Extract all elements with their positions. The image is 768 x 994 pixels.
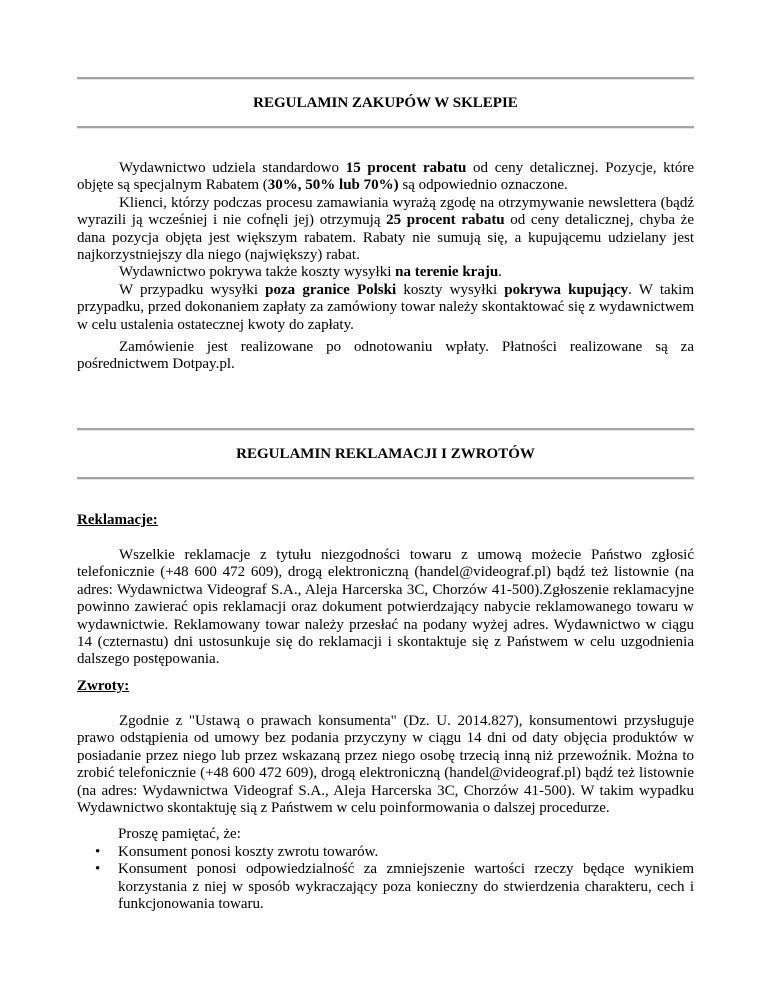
remember-label-block	[118, 826, 694, 843]
payment-paragraph-block	[77, 339, 694, 374]
foreign-shipping-paragraph: W przypadku wysyłki poza granice Polski koszty wysyłki pokrywa kupujący. W takim przypadku, przed dokonaniem zapłaty za zamówiony towar należy skontaktować się z wydawnictwem w celu ustalenia ostatecznej kwoty do zapłaty.	[77, 281, 694, 333]
returns-body	[77, 713, 694, 817]
returns-paragraph: Zgodnie z "Ustawą o prawach konsumenta" (Dz. U. 2014.827), konsumentowi przysługuje prawo odstąpienia od umowy bez podania przyczyny w ciągu 14 dni od daty objęcia produktów w posiadanie przez niego lub przez wskazaną przez niego osobę trzecią inną niż przewoźnik. Można to zrobić telefonicznie (+48 600 472 609), drogą elektroniczną (handel@videograf.pl) bądź też listownie (na adres: Wydawnictwa Videograf S.A., Aleja Harcerska 3C, Chorzów 41-500). W takim wypadku Wydawnictwo skontaktuję sią z Państwem w celu poinformowania o dalszej procedurze.	[77, 713, 694, 817]
list-item: • Konsument ponosi koszty zwrotu towarów.	[95, 844, 694, 861]
returns-heading: Zwroty:	[77, 678, 130, 694]
list-item: • Konsument ponosi odpowiedzialność za zmniejszenie wartości rzeczy będące wynikiem korzystania z niej w sposób wykraczający poza konieczny do stwierdzenia charakteru, cech i funkcjonowania towaru.	[95, 861, 694, 913]
remember-label: Proszę pamiętać, że:	[118, 826, 241, 842]
domestic-shipping-paragraph: Wydawnictwo pokrywa także koszty wysyłki na terenie kraju.	[119, 264, 502, 281]
purchase-regulations-title: REGULAMIN ZAKUPÓW W SKLEPIE	[253, 95, 518, 111]
returns-conditions-list	[95, 844, 694, 914]
complaints-paragraph: Wszelkie reklamacje z tytułu niezgodności towaru z umową możecie Państwo zgłosić telefonicznie (+48 600 472 609), drogą elektroniczną (handel@videograf.pl) bądź też listownie (na adres: Wydawnictwa Videograf S.A., Aleja Harcerska 3C, Chorzów 41-500).Zgłoszenie reklamacyjne powinno zawierać opis reklamacji oraz dokument potwierdzający nabycie reklamowanego towaru w wydawnictwie. Reklamowany towar należy przesłać na podany wyżej adres. Wydawnictwo w ciągu 14 (czternastu) dni ustosunkuje się do reklamacji i skontaktuje się z Państwem w celu uzgodnienia dalszego postępowania.	[77, 547, 694, 668]
complaints-heading-block	[77, 512, 694, 529]
purchase-regulations-body	[77, 160, 694, 334]
complaints-body	[77, 547, 694, 669]
returns-heading-block	[77, 678, 694, 695]
divider-top-2	[77, 126, 694, 129]
complaints-heading: Reklamacje:	[77, 512, 158, 528]
returns-regulations-title: REGULAMIN REKLAMACJI I ZWROTÓW	[236, 446, 535, 462]
divider-top-1	[77, 77, 694, 80]
newsletter-paragraph: Klienci, którzy podczas procesu zamawiania wyrażą zgodę na otrzymywanie newslettera (bądź wyrazili ją wcześniej i nie cofnęli jej) otrzymują 25 procent rabatu od ceny detalicznej, chyba że dana pozycja objęta jest większym rabatem. Rabaty nie sumują się, a kupującemu udzielany jest najkorzystniejszy dla niego (największy) rabat.	[77, 194, 694, 264]
divider-mid-1	[77, 428, 694, 431]
payment-paragraph: Zamówienie jest realizowane po odnotowaniu wpłaty. Płatności realizowane są za pośrednictwem Dotpay.pl.	[77, 339, 694, 373]
divider-mid-2	[77, 477, 694, 480]
discount-paragraph: Wydawnictwo udziela standardowo 15 procent rabatu od ceny detalicznej. Pozycje, które objęte są specjalnym Rabatem (30%, 50% lub 70%) są odpowiednio oznaczone.	[77, 160, 694, 194]
